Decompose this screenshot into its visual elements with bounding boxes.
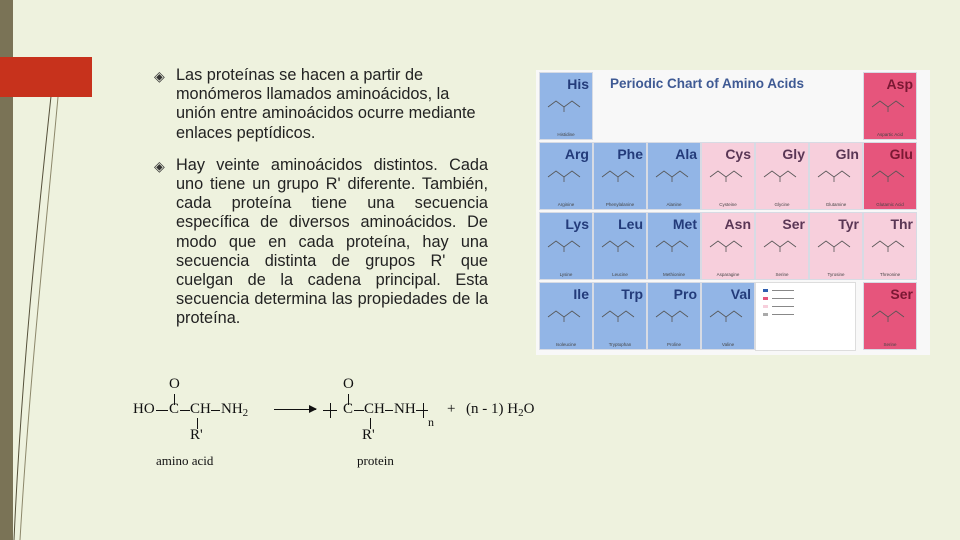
amino-acid-name: Glycine <box>774 202 790 207</box>
amino-acid-symbol: Trp <box>621 286 643 302</box>
amino-acid-name: Threonine <box>879 272 901 277</box>
amino-acid-symbol: Met <box>672 216 697 232</box>
amino-acid-cell <box>863 282 917 350</box>
bullet-item <box>156 66 488 143</box>
bracket-right <box>423 403 424 418</box>
repeat-n-label: n <box>428 415 434 429</box>
chart-title: Periodic Chart of Amino Acids <box>610 76 805 91</box>
amino-acid-name: Isoleucine <box>555 342 577 347</box>
carbon-label: C <box>169 401 180 417</box>
amino-acid-name: Serine <box>883 342 897 347</box>
amino-acid-name: Glutamine <box>825 202 847 207</box>
amino-acid-cell <box>539 142 593 210</box>
reaction-diagram <box>0 370 560 470</box>
amino-acid-cell <box>593 212 647 280</box>
amino-acid-name: Phenylalanine <box>605 202 635 207</box>
amino-acid-symbol: Cys <box>725 146 751 162</box>
oxygen-label: O <box>169 376 180 392</box>
molecule-structure-icon <box>816 233 856 253</box>
amino-acid-cell <box>809 142 863 210</box>
diamond-bullet-icon: ◈ <box>154 68 165 84</box>
amino-acid-cell <box>701 142 755 210</box>
amino-acid-name: Tyrosine <box>827 272 845 277</box>
carbon-label: C <box>343 401 354 417</box>
molecule-structure-icon <box>600 303 640 323</box>
chart-legend <box>755 282 856 351</box>
amino-acid-cell <box>593 282 647 350</box>
amino-acid-symbol: Ser <box>782 216 805 232</box>
amino-acid-name: Cysteine <box>719 202 737 207</box>
amino-acid-name: Lysine <box>559 272 573 277</box>
amino-acid-name: Histidine <box>557 132 575 137</box>
amino-acid-symbol: Lys <box>565 216 589 232</box>
amino-acid-cell <box>593 142 647 210</box>
amino-acid-name: Valine <box>721 342 735 347</box>
molecule-structure-icon <box>816 163 856 183</box>
red-tab-accent <box>0 57 92 97</box>
molecule-structure-icon <box>654 163 694 183</box>
amino-acid-cell <box>539 72 593 140</box>
bond <box>354 410 364 411</box>
molecule-structure-icon <box>708 303 748 323</box>
amino-acid-cell <box>809 212 863 280</box>
molecule-structure-icon <box>870 163 910 183</box>
bond <box>385 410 393 411</box>
nh-label: NH <box>394 401 416 417</box>
amino-acid-symbol: Val <box>730 286 751 302</box>
amino-acid-symbol: Pro <box>673 286 697 302</box>
amino-acid-symbol: Ser <box>890 286 913 302</box>
amino-acid-symbol: Leu <box>618 216 643 232</box>
bond <box>211 410 220 411</box>
oxygen-label: O <box>343 376 354 392</box>
plus-sign: + <box>447 401 456 417</box>
molecule-structure-icon <box>870 93 910 113</box>
bullet-text: Hay veinte aminoácidos distintos. Cada uno tiene un grupo R' diferente. También, cada proteína tiene una secuencia específica de diversos aminoácidos. De modo que en cada proteína, hay una secuencia distinta de grupos R' que cuelgan de la cadena principal. Esta secuencia determina las propiedades de la proteína. <box>176 155 488 328</box>
r-group-label: R' <box>190 427 203 443</box>
amino-acid-symbol: Ile <box>573 286 589 302</box>
amino-acid-symbol: Tyr <box>838 216 859 232</box>
amino-acid-name: Asparagine <box>716 272 740 277</box>
amino-acid-cell <box>647 142 701 210</box>
amino-acid-symbol: Thr <box>890 216 913 232</box>
amino-acid-symbol: Arg <box>564 146 589 162</box>
amino-acid-label: amino acid <box>156 453 214 468</box>
ho-label: HO <box>133 401 155 417</box>
reaction-arrow-icon <box>274 409 316 410</box>
amino-acid-symbol: Asn <box>724 216 751 232</box>
molecule-structure-icon <box>546 163 586 183</box>
bracket-bond <box>416 410 428 411</box>
molecule-structure-icon <box>762 233 802 253</box>
molecule-structure-icon <box>762 163 802 183</box>
diamond-bullet-icon: ◈ <box>154 157 165 174</box>
amino-acid-name: Tryptophan <box>608 342 632 347</box>
amino-acid-cell <box>647 212 701 280</box>
amino-acid-name: Arginine <box>557 202 575 207</box>
amino-acid-cell <box>755 212 809 280</box>
molecule-structure-icon <box>708 163 748 183</box>
molecule-structure-icon <box>708 233 748 253</box>
amino-acid-name: Leucine <box>612 272 628 277</box>
molecule-structure-icon <box>870 303 910 323</box>
bracket-left <box>330 403 331 418</box>
molecule-structure-icon <box>600 163 640 183</box>
molecule-structure-icon <box>546 233 586 253</box>
amino-acid-symbol: Glu <box>889 146 913 162</box>
molecule-structure-icon <box>654 233 694 253</box>
amino-acid-cell <box>647 282 701 350</box>
amino-acid-cell <box>863 212 917 280</box>
bond <box>180 410 190 411</box>
amino-acid-symbol: Gln <box>835 146 859 162</box>
amino-acid-cell <box>863 72 917 140</box>
ch-label: CH <box>190 401 211 417</box>
ch-label: CH <box>364 401 385 417</box>
bullet-list <box>156 66 488 329</box>
molecule-structure-icon <box>654 303 694 323</box>
protein-label: protein <box>357 453 394 468</box>
amino-acid-name: Serine <box>775 272 789 277</box>
amino-acid-name: Proline <box>666 342 681 347</box>
amino-acid-cell <box>863 142 917 210</box>
molecule-structure-icon <box>546 303 586 323</box>
bond <box>156 410 168 411</box>
molecule-structure-icon <box>870 233 910 253</box>
amino-acid-symbol: His <box>567 76 589 92</box>
amino-acid-symbol: Gly <box>782 146 805 162</box>
amino-acid-name: Methionine <box>662 272 685 277</box>
amino-acid-cell <box>539 282 593 350</box>
amino-acid-cell <box>701 212 755 280</box>
amino-acid-name: Aspartic Acid <box>876 132 903 137</box>
water-label: (n - 1) $H_2O$ <box>466 401 535 419</box>
molecule-structure-icon <box>546 93 586 113</box>
amino-acid-cell <box>539 212 593 280</box>
r-group-label: R' <box>362 427 375 443</box>
bullet-item <box>156 156 488 329</box>
amino-acid-cell <box>755 142 809 210</box>
amino-acid-cell <box>701 282 755 350</box>
amino-acid-symbol: Asp <box>886 76 913 92</box>
amino-acid-symbol: Phe <box>617 146 643 162</box>
bullet-text: Las proteínas se hacen a partir de monómeros llamados aminoácidos, la unión entre aminoácidos ocurre mediante enlaces peptídicos. <box>176 66 476 142</box>
amino-acid-chart-image <box>536 70 930 355</box>
amino-acid-name: Alanine <box>666 202 682 207</box>
molecule-structure-icon <box>600 233 640 253</box>
amine-label: $NH_2$ <box>221 401 249 419</box>
amino-acid-name: Glutamic Acid <box>876 202 904 207</box>
amino-acid-symbol: Ala <box>675 146 697 162</box>
